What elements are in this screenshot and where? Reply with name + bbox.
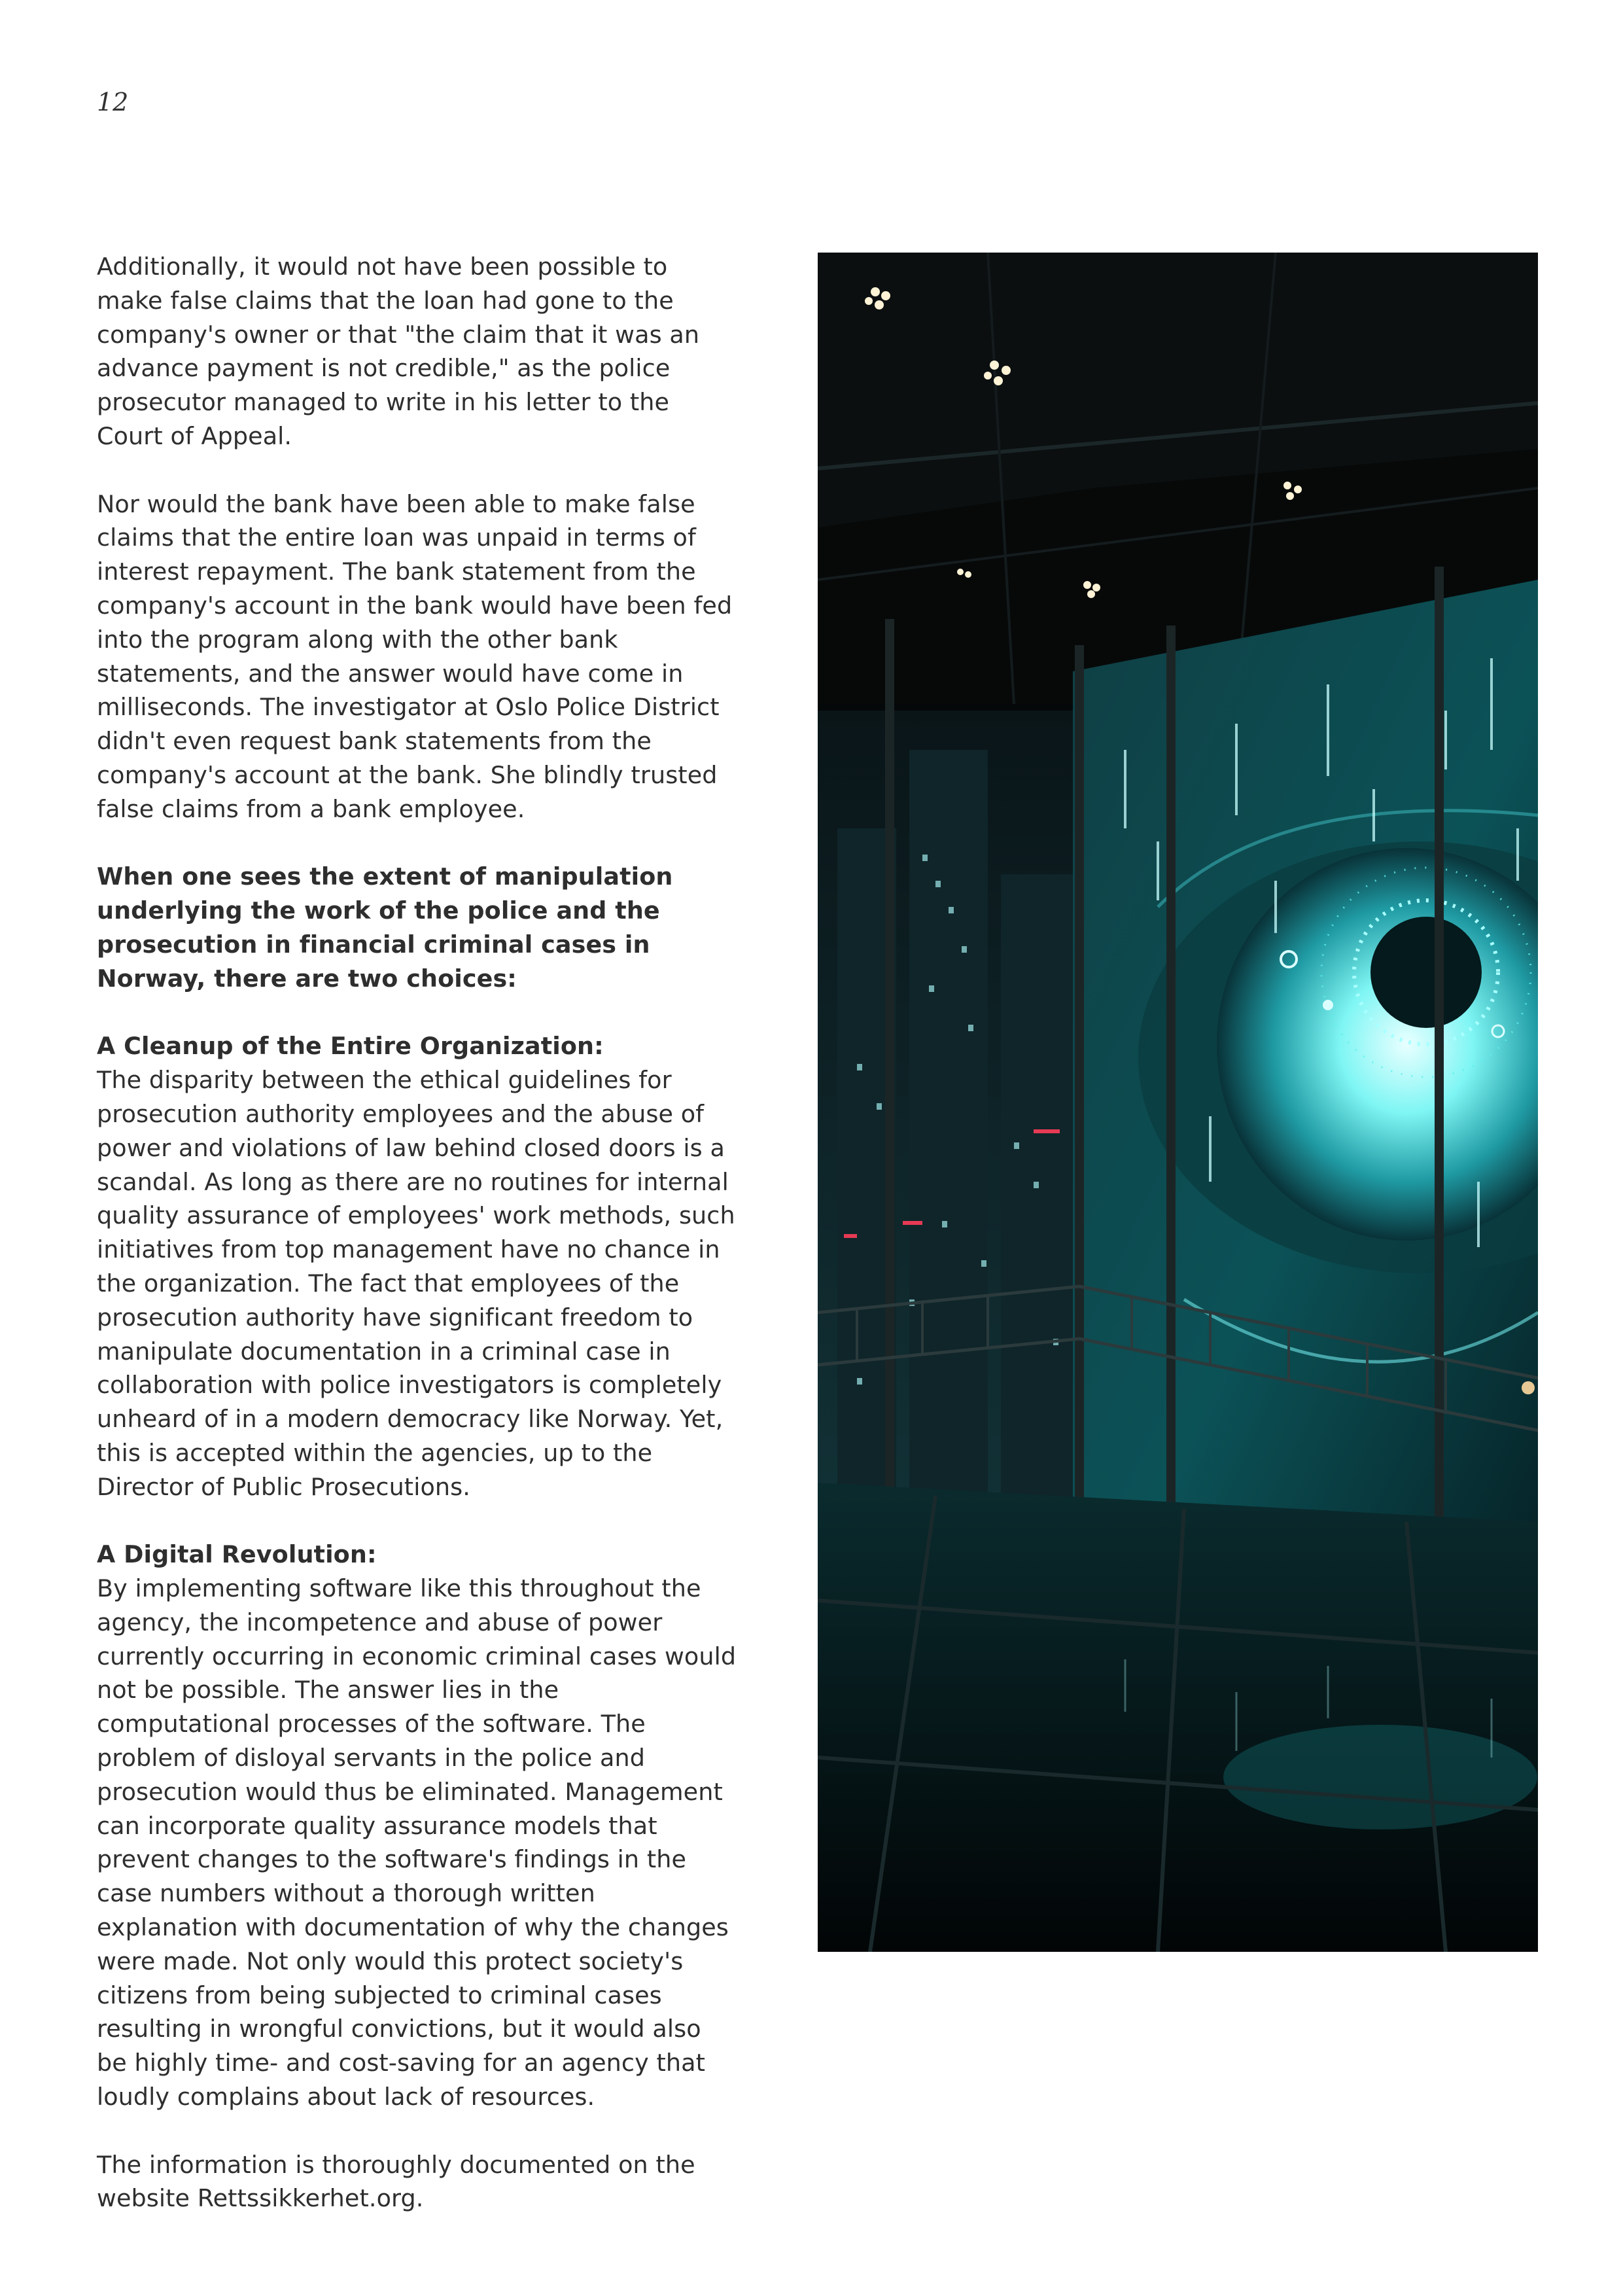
paragraph: Nor would the bank have been able to make false claims that the entire loan was unpaid in terms of interest repayment. The bank statement from the company's account in the bank would have been fed into the program along with the other bank statements, and the answer would have come in milliseconds. The investigator at Oslo Police District didn't even request bank statements from the company's account at the bank. She blindly trusted false claims from a bank employee. [97,489,733,823]
closing-paragraph: The information is thoroughly documented on the website Rettssikkerhet.org. [97,2150,695,2213]
callout-paragraph: When one sees the extent of manipulation underlying the work of the police and the prosecution in financial criminal cases in Norway, there are two choices: [97,862,673,993]
paragraph: Additionally, it would not have been possible to make false claims that the loan had gone to the company's owner or that "the claim that it was an advance payment is not credible," as the police prosecutor managed to write in his letter to the Court of Appeal. [97,253,700,450]
section-body: By implementing software like this throughout the agency, the incompetence and abuse of power currently occurring in economic criminal cases would not be possible. The answer lies in the computational processes of the software. The problem of disloyal servants in the police and prosecution would thus be eliminated. Management can incorporate quality assurance models that prevent changes to the software's findings in the case numbers without a thorough written explanation with documentation of why the changes were made. Not only would this protect society's citizens from being subjected to criminal cases resulting in wrongful convictions, but it would also be highly time- and cost-saving for an agency that loudly complains about lack of resources. [97,1574,737,2111]
section-heading: A Digital Revolution: [97,1540,377,1569]
section-heading: A Cleanup of the Entire Organization: [97,1032,604,1061]
article-text [97,250,738,2216]
section-body: The disparity between the ethical guidelines for prosecution authority employees and the abuse of power and violations of law behind closed doors is a scandal. As long as there are no routines for internal quality assurance of employees' work methods, such initiatives from top management have no chance in the organization. The fact that employees of the prosecution authority have significant freedom to manipulate documentation in a criminal case in collaboration with police investigators is completely unheard of in a modern democracy like Norway. Yet, this is accepted within the agencies, up to the Director of Public Prosecutions. [97,1066,735,1501]
page-number: 12 [97,88,129,116]
cyber-eye-illustration [818,253,1538,1952]
